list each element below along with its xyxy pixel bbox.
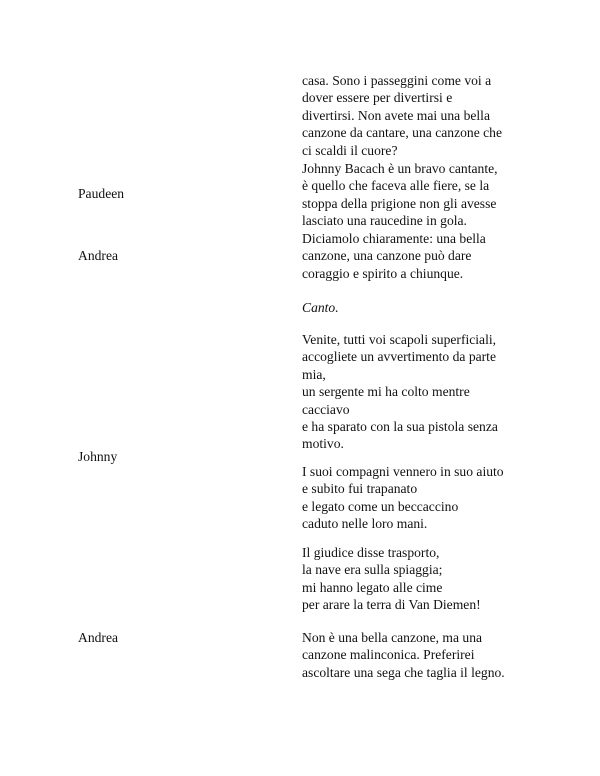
text-line: I suoi compagni vennero in suo aiuto	[302, 464, 504, 479]
song-stanza	[302, 463, 542, 533]
text-line: canzone malinconica. Preferirei	[302, 647, 475, 663]
speaker-name: Paudeen	[78, 186, 125, 201]
speaker-name: Johnny	[78, 449, 118, 464]
text-line: lasciato una raucedine in gola.	[302, 213, 467, 229]
text-line: stoppa della prigione non gli avesse	[302, 195, 497, 211]
dialogue-line	[302, 629, 542, 681]
text-line: ascoltare una sega che taglia il legno.	[302, 664, 505, 680]
text-line: accogliete un avvertimento da parte	[302, 349, 496, 365]
text-line: Il giudice disse trasporto,	[302, 545, 440, 560]
text-line: mi hanno legato alle cime	[302, 579, 443, 595]
text-line: canzone, una canzone può dare	[302, 248, 472, 264]
text-line: la nave era sulla spiaggia;	[302, 562, 443, 578]
text-line: motivo.	[302, 436, 344, 452]
text-line: canzone da cantare, una canzone che	[302, 125, 502, 141]
text-line: è quello che faceva alle fiere, se la	[302, 178, 490, 194]
song-stanza	[302, 544, 542, 614]
text-line: dover essere per divertirsi e	[302, 90, 453, 106]
text-line: Venite, tutti voi scapoli superficiali,	[302, 332, 497, 347]
text-line: ci scaldi il cuore?	[302, 142, 398, 158]
text-line: e ha sparato con la sua pistola senza	[302, 419, 498, 435]
stage-direction: Canto.	[302, 300, 339, 315]
text-line: Diciamolo chiaramente: una bella	[302, 231, 486, 246]
text-line: casa. Sono i passeggini come voi a	[302, 73, 492, 88]
text-line: Johnny Bacach è un bravo cantante,	[302, 161, 498, 176]
text-line: cacciavo	[302, 401, 350, 417]
song-stanza	[302, 331, 542, 453]
dialogue-continuation	[302, 72, 542, 159]
text-line: e legato come un beccaccino	[302, 498, 459, 514]
text-line: un sergente mi ha colto mentre	[302, 384, 470, 400]
dialogue-line	[302, 230, 542, 282]
text-line: per arare la terra di Van Diemen!	[302, 597, 481, 613]
dialogue-line	[302, 160, 542, 230]
text-line: Non è una bella canzone, ma una	[302, 630, 483, 645]
text-line: caduto nelle loro mani.	[302, 516, 428, 532]
speaker-name: Andrea	[78, 248, 119, 263]
text-line: divertirsi. Non avete mai una bella	[302, 107, 490, 123]
text-line: e subito fui trapanato	[302, 481, 418, 497]
text-line: mia,	[302, 366, 326, 382]
speaker-name: Andrea	[78, 630, 119, 645]
text-line: coraggio e spirito a chiunque.	[302, 265, 464, 281]
